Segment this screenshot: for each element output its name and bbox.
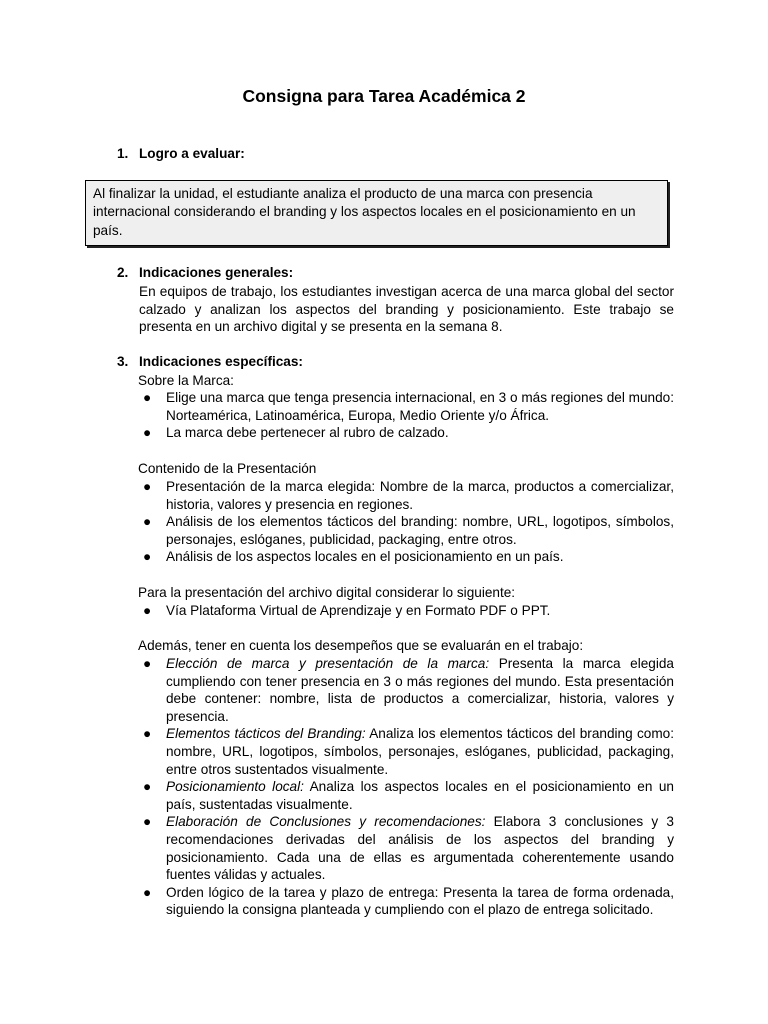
marca-label: Sobre la Marca: bbox=[138, 373, 234, 388]
marca-list bbox=[139, 389, 674, 442]
bullet-icon: ● bbox=[143, 390, 152, 405]
section-1-number: 1. bbox=[117, 146, 129, 161]
desempenos-label: Además, tener en cuenta los desempeños que se evaluarán en el trabajo: bbox=[138, 638, 584, 653]
section-2-heading bbox=[117, 265, 293, 280]
bullet-icon: ● bbox=[143, 603, 152, 618]
section-3-number: 3. bbox=[117, 354, 129, 369]
list-item: ● Elaboración de Conclusiones y recomendaciones: Elabora 3 conclusiones y 3 recomendaciones derivadas del análisis de los aspectos del branding y posicionamiento. Cada una de ellas es argumentada coherentemente usando fuentes válidas y actuales. bbox=[143, 814, 674, 883]
desempenos-list bbox=[139, 655, 674, 919]
archivo-label: Para la presentación del archivo digital considerar lo siguiente: bbox=[138, 585, 516, 600]
bullet-icon: ● bbox=[143, 814, 152, 830]
contenido-list bbox=[139, 478, 674, 566]
contenido-label: Contenido de la Presentación bbox=[138, 461, 317, 476]
bullet-icon: ● bbox=[143, 884, 152, 900]
section-2-body: En equipos de trabajo, los estudiantes investigan acerca de una marca global del sector calzado y analizan los aspectos del branding y posicionamiento. Este trabajo se presenta en un archivo digital y se presenta en la semana 8. bbox=[139, 284, 674, 335]
section-3-heading bbox=[117, 354, 303, 369]
section-1-title: Logro a evaluar: bbox=[139, 146, 245, 161]
list-item: ● Elementos tácticos del Branding: Analiza los elementos tácticos del branding como: nombre, URL, logotipos, símbolos, personajes, eslóganes, publicidad, packaging, entre otros sustentados visualmente. bbox=[143, 726, 674, 777]
list-item: ● Análisis de los elementos tácticos del branding: nombre, URL, logotipos, símbolos, personajes, eslóganes, publicidad, packaging, entre otros. bbox=[143, 514, 674, 547]
list-item: ● Orden lógico de la tarea y plazo de entrega: Presenta la tarea de forma ordenada, siguiendo la consigna planteada y cumpliendo con el plazo de entrega solicitado. bbox=[143, 884, 674, 918]
section-2-number: 2. bbox=[117, 265, 129, 280]
section-2-title: Indicaciones generales: bbox=[139, 265, 294, 280]
bullet-icon: ● bbox=[143, 726, 152, 742]
section-1-heading bbox=[117, 146, 245, 161]
archivo-list bbox=[139, 602, 674, 620]
bullet-icon: ● bbox=[143, 656, 152, 671]
list-item: ● La marca debe pertenecer al rubro de calzado. bbox=[143, 425, 449, 441]
list-item: ● Elige una marca que tenga presencia internacional, en 3 o más regiones del mundo: Norteamérica, Latinoamérica, Europa, Medio Oriente y/o África. bbox=[143, 390, 674, 423]
page-title: Consigna para Tarea Académica 2 bbox=[242, 86, 526, 106]
bullet-icon: ● bbox=[143, 549, 152, 565]
list-item: ● Posicionamiento local: Analiza los aspectos locales en el posicionamiento en un país, sustentadas visualmente. bbox=[143, 779, 674, 812]
list-item: ● Presentación de la marca elegida: Nombre de la marca, productos a comercializar, historia, valores y presencia en regiones. bbox=[143, 479, 674, 512]
bullet-icon: ● bbox=[143, 514, 152, 530]
section-3-title: Indicaciones específicas: bbox=[139, 354, 303, 369]
bullet-icon: ● bbox=[143, 425, 152, 441]
bullet-icon: ● bbox=[143, 779, 152, 795]
bullet-icon: ● bbox=[143, 479, 152, 494]
logro-box: Al finalizar la unidad, el estudiante analiza el producto de una marca con presencia internacional considerando el branding y los aspectos locales en el posicionamiento en un país. bbox=[85, 180, 668, 246]
list-item: ● Elección de marca y presentación de la marca: Presenta la marca elegida cumpliendo con tener presencia en 3 o más regiones del mundo. Esta presentación debe contener: nombre, lista de productos a comercializar, historia, valores y presencia. bbox=[143, 656, 674, 724]
list-item: ● Vía Plataforma Virtual de Aprendizaje y en Formato PDF o PPT. bbox=[143, 603, 551, 618]
list-item: ● Análisis de los aspectos locales en el posicionamiento en un país. bbox=[143, 549, 564, 565]
